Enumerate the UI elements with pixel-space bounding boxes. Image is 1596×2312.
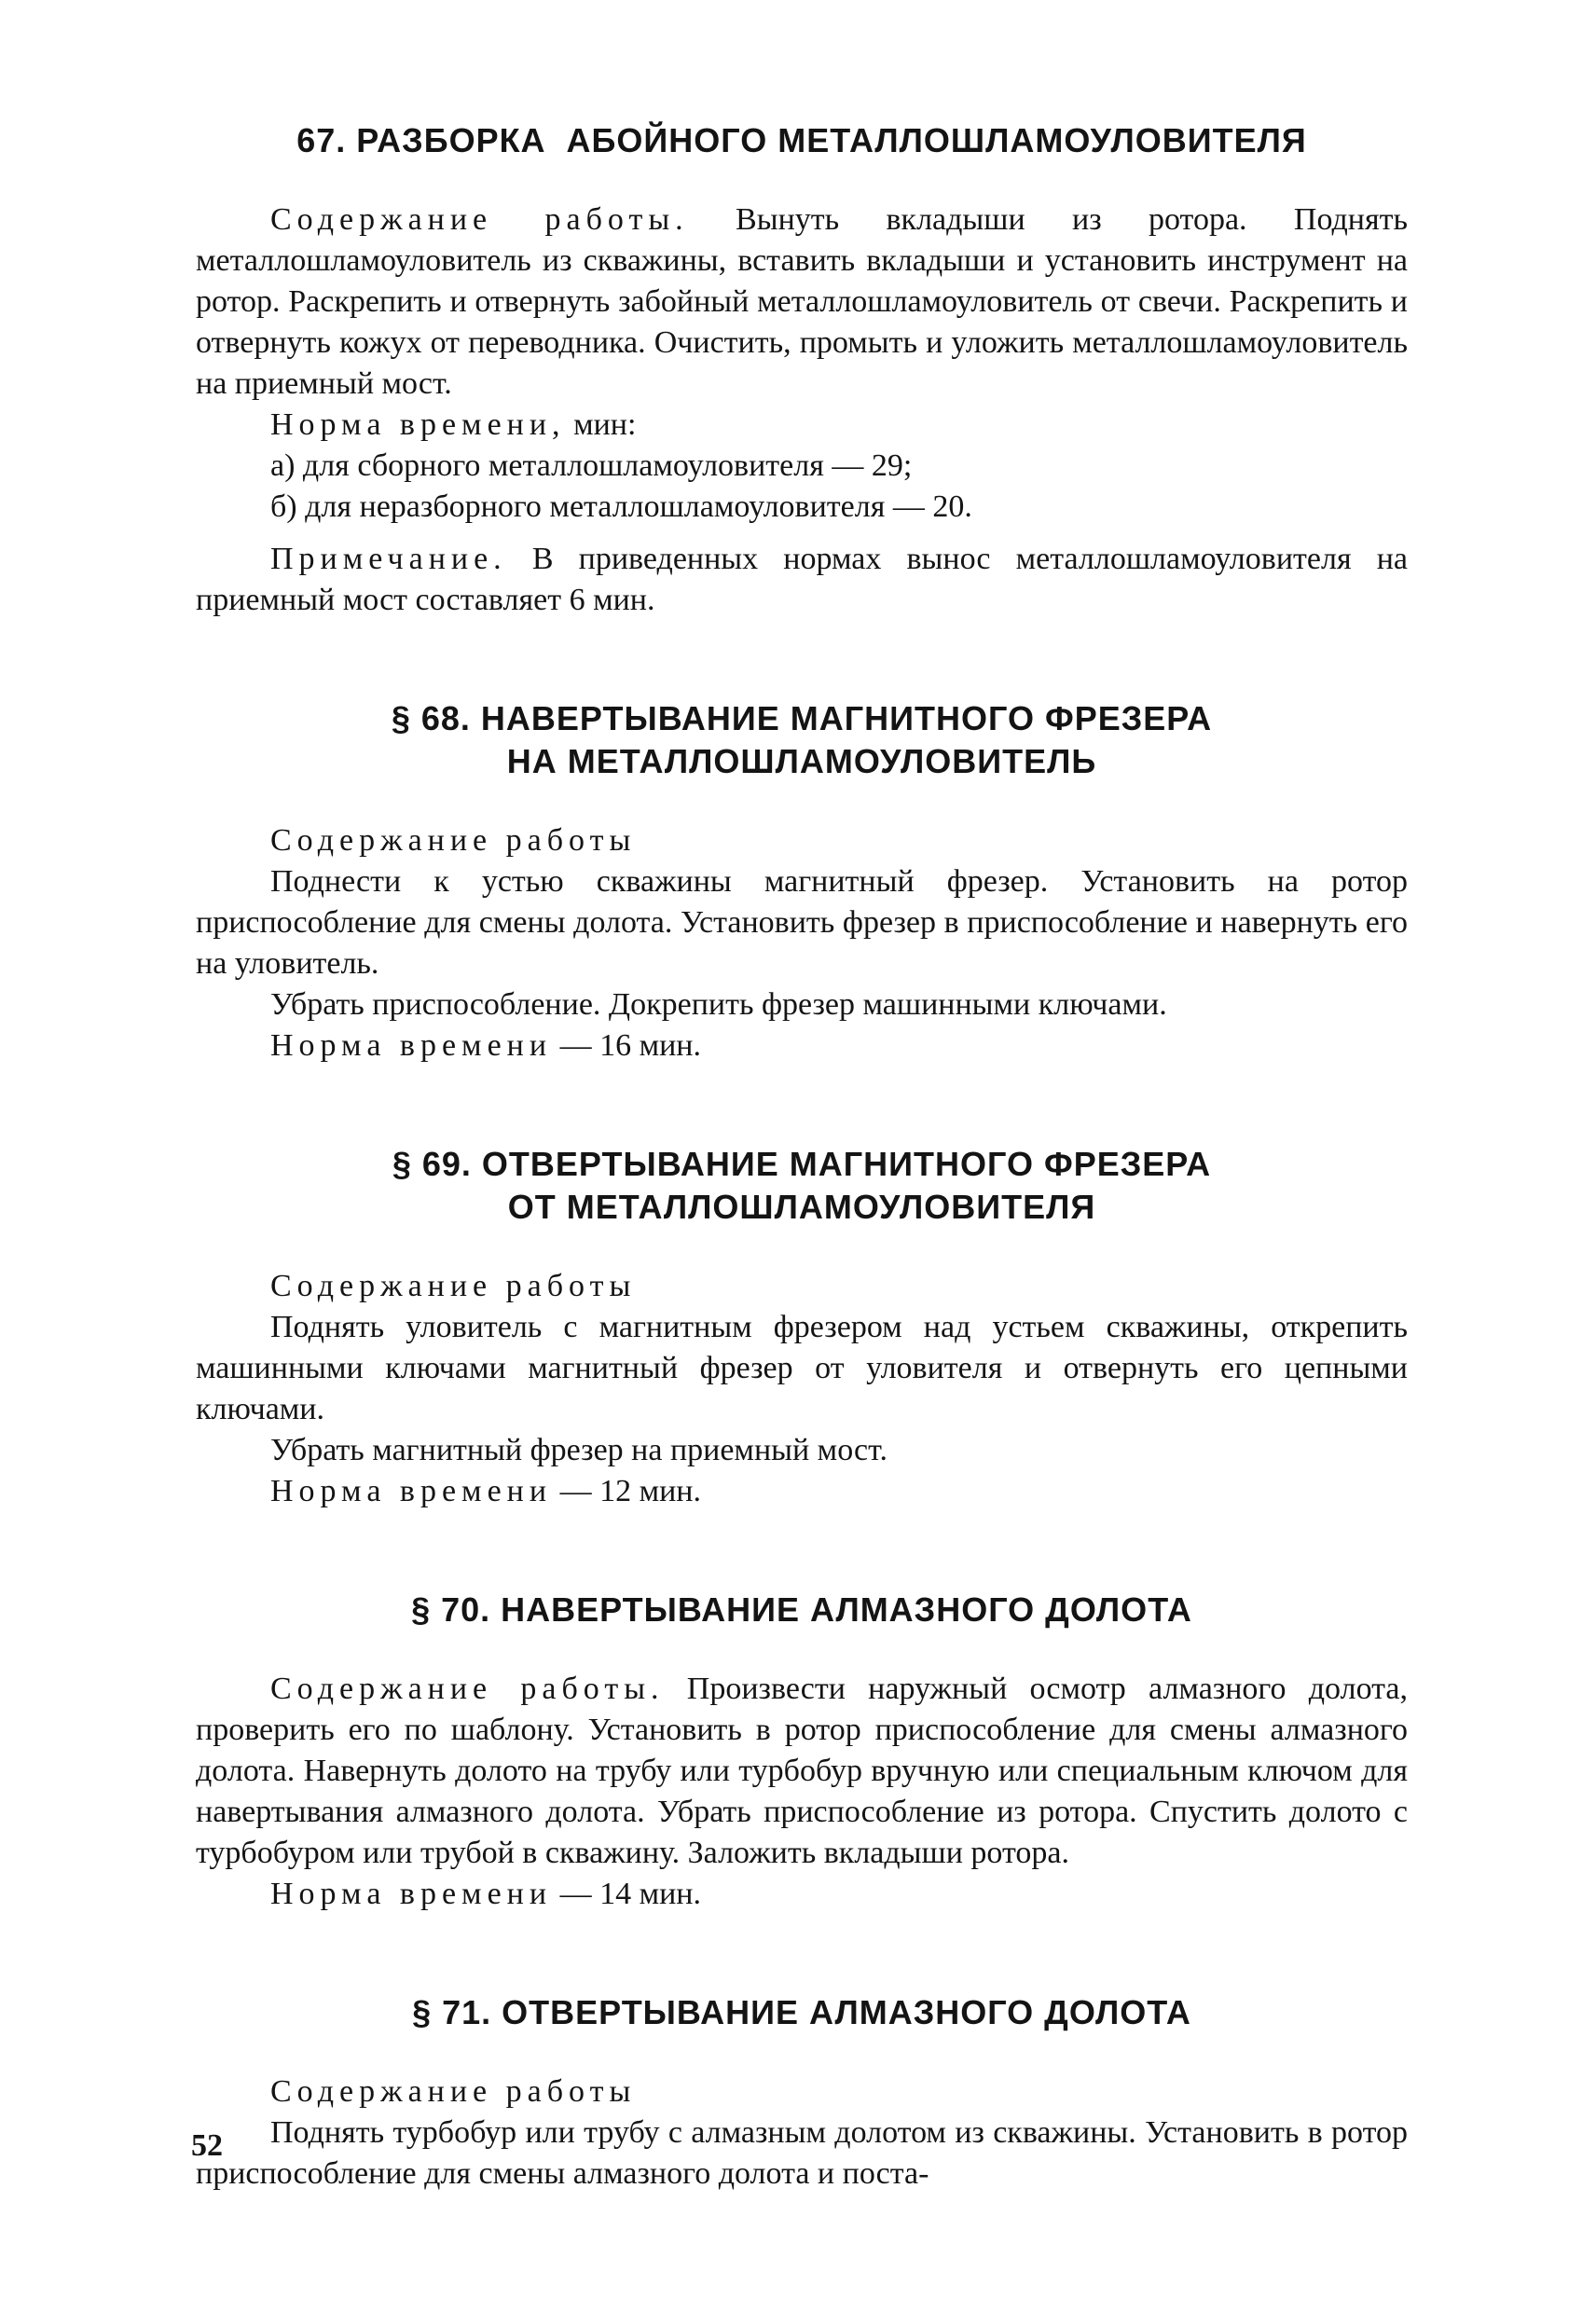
content-label: Содержание работы bbox=[270, 823, 637, 858]
section-67 bbox=[196, 119, 1408, 621]
note-text: В приведенных нормах вынос металлошламоуловителя на приемный мост составляет 6 мин. bbox=[196, 542, 1408, 617]
section-69 bbox=[196, 1143, 1408, 1512]
section-70 bbox=[196, 1589, 1408, 1915]
page-number: 52 bbox=[191, 2128, 223, 2163]
note-label: Примечание. bbox=[270, 542, 507, 576]
section-69-title bbox=[196, 1143, 1408, 1229]
content-label: Содержание работы bbox=[270, 1269, 637, 1303]
section-71-content-label bbox=[196, 2071, 1408, 2112]
norm-label: Норма времени, bbox=[270, 407, 566, 442]
section-68-para-2: Убрать приспособление. Докрепить фрезер машинными ключами. bbox=[270, 987, 1167, 1022]
section-68-norm bbox=[196, 1025, 1408, 1067]
title-line-1: § 69. ОТВЕРТЫВАНИЕ МАГНИТНОГО ФРЕЗЕРА bbox=[392, 1145, 1212, 1183]
section-67-note bbox=[196, 539, 1408, 621]
norm-value: — 14 мин. bbox=[552, 1877, 701, 1911]
section-70-title: § 70. НАВЕРТЫВАНИЕ АЛМАЗНОГО ДОЛОТА bbox=[411, 1590, 1192, 1629]
page-body bbox=[196, 119, 1408, 2195]
norm-label: Норма времени bbox=[270, 1877, 553, 1911]
section-67-norm bbox=[196, 405, 1408, 446]
norm-value: — 12 мин. bbox=[552, 1474, 701, 1508]
section-70-content bbox=[196, 1669, 1408, 1874]
section-68 bbox=[196, 697, 1408, 1067]
section-71 bbox=[196, 1991, 1408, 2195]
norm-unit: мин: bbox=[565, 407, 637, 442]
section-69-para-2: Убрать магнитный фрезер на приемный мост. bbox=[270, 1433, 887, 1467]
section-71-para-1: Поднять турбобур или трубу с алмазным долотом из скважины. Установить в ротор приспособление для смены алмазного долота и поста- bbox=[196, 2115, 1408, 2191]
section-67-item-a: а) для сборного металлошламоуловителя — 29; bbox=[270, 448, 913, 483]
section-69-content-label bbox=[196, 1266, 1408, 1307]
section-67-content bbox=[196, 200, 1408, 405]
section-68-para-1: Поднести к устью скважины магнитный фрезер. Установить на ротор приспособление для смены долота. Установить фрезер в приспособление и навернуть его на уловитель. bbox=[196, 864, 1408, 981]
norm-label: Норма времени bbox=[270, 1028, 553, 1063]
norm-value: — 16 мин. bbox=[552, 1028, 701, 1063]
title-line-2: НА МЕТАЛЛОШЛАМОУЛОВИТЕЛЬ bbox=[506, 742, 1097, 780]
section-68-content-label bbox=[196, 820, 1408, 861]
content-label: Содержание работы bbox=[270, 2074, 637, 2109]
content-label: Содержание работы. bbox=[270, 1672, 665, 1706]
section-68-title bbox=[196, 697, 1408, 783]
content-label: Содержание работы. bbox=[270, 202, 689, 237]
title-line-2: ОТ МЕТАЛЛОШЛАМОУЛОВИТЕЛЯ bbox=[507, 1188, 1096, 1226]
section-69-norm bbox=[196, 1471, 1408, 1512]
section-69-para-1: Поднять уловитель с магнитным фрезером над устьем скважины, открепить машинными ключами магнитный фрезер от уловителя и отвернуть его цепными ключами. bbox=[196, 1310, 1408, 1426]
section-67-title: 67. РАЗБОРКА АБОЙНОГО МЕТАЛЛОШЛАМОУЛОВИТЕЛЯ bbox=[296, 121, 1307, 159]
content-text: Вынуть вкладыши из ротора. Поднять металлошламоуловитель из скважины, вставить вкладыши и установить инструмент на ротор. Раскрепить и отвернуть забойный металлошламоуловитель от свечи. Раскрепить и отвернуть кожух от переводника. Очистить, промыть и уложить металлошламоуловитель на приемный мост. bbox=[196, 202, 1409, 401]
content-text: Произвести наружный осмотр алмазного долота, проверить его по шаблону. Установить в ротор приспособление для смены алмазного долота. Навернуть долото на трубу или турбобур вручную или специальным ключом для навертывания алмазного долота. Убрать приспособление из ротора. Спустить долото с турбобуром или трубой в скважину. Заложить вкладыши ротора. bbox=[196, 1672, 1408, 1870]
section-67-item-b: б) для неразборного металлошламоуловителя — 20. bbox=[270, 489, 972, 524]
norm-label: Норма времени bbox=[270, 1474, 553, 1508]
title-line-1: § 68. НАВЕРТЫВАНИЕ МАГНИТНОГО ФРЕЗЕРА bbox=[391, 699, 1213, 737]
section-70-norm bbox=[196, 1874, 1408, 1915]
section-71-title: § 71. ОТВЕРТЫВАНИЕ АЛМАЗНОГО ДОЛОТА bbox=[412, 1993, 1191, 2031]
